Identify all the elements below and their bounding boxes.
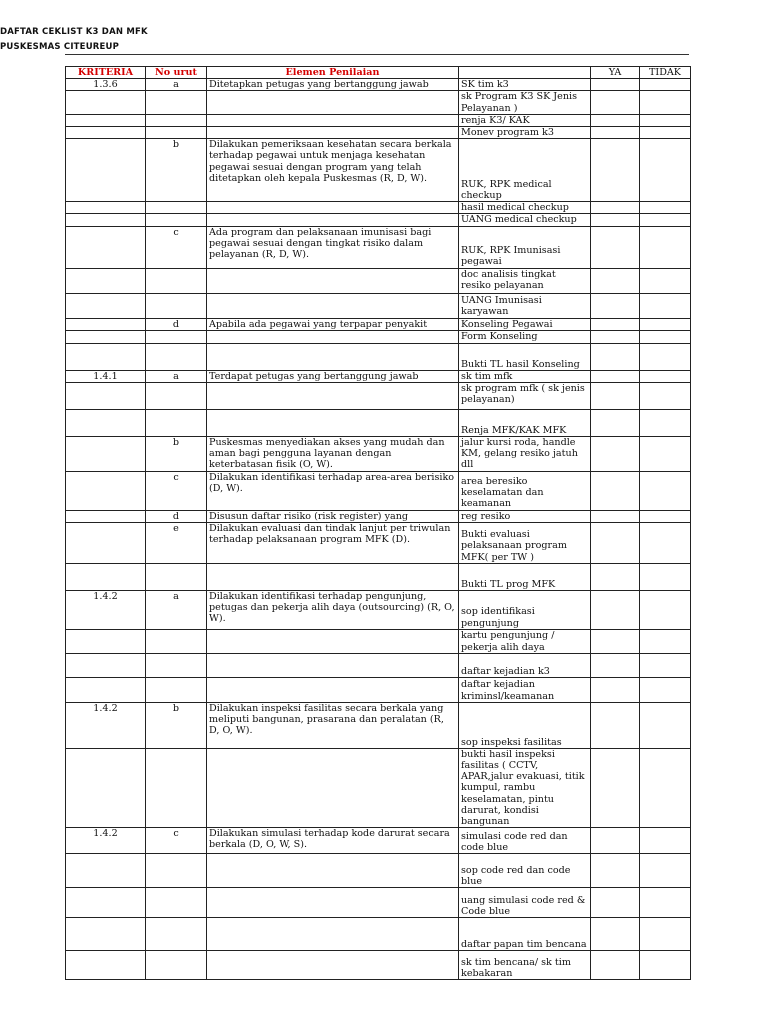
ya-checkbox-cell[interactable]: [591, 828, 640, 854]
kriteria-cell: [66, 653, 146, 677]
bukti-cell: simulasi code red dan code blue: [459, 828, 591, 854]
elemen-cell: [207, 563, 459, 590]
elemen-cell: Dilakukan simulasi terhadap kode darurat secara berkala (D, O, W, S).: [207, 828, 459, 854]
bukti-cell: Renja MFK/KAK MFK: [459, 410, 591, 437]
tidak-checkbox-cell[interactable]: [640, 370, 691, 382]
table-row: [66, 268, 691, 293]
kriteria-cell: 1.4.2: [66, 590, 146, 629]
bukti-cell: sop inspeksi fasilitas: [459, 702, 591, 748]
column-header-ya: YA: [591, 67, 640, 79]
ya-checkbox-cell[interactable]: [591, 437, 640, 472]
table-row: [66, 748, 691, 827]
ya-checkbox-cell[interactable]: [591, 854, 640, 888]
tidak-checkbox-cell[interactable]: [640, 828, 691, 854]
table-row: [66, 79, 691, 91]
elemen-cell: [207, 888, 459, 918]
no-urut-cell: [146, 748, 207, 827]
kriteria-cell: [66, 383, 146, 410]
ya-checkbox-cell[interactable]: [591, 748, 640, 827]
elemen-cell: [207, 202, 459, 214]
column-header-bukti: [459, 67, 591, 79]
no-urut-cell: [146, 268, 207, 293]
ya-checkbox-cell[interactable]: [591, 629, 640, 653]
table-row: [66, 293, 691, 318]
elemen-cell: [207, 677, 459, 702]
ya-checkbox-cell[interactable]: [591, 343, 640, 370]
table-row: [66, 139, 691, 202]
kriteria-cell: [66, 330, 146, 343]
column-header-elemen: Elemen Penilaian: [207, 67, 459, 79]
elemen-cell: [207, 343, 459, 370]
ya-checkbox-cell[interactable]: [591, 471, 640, 510]
bukti-cell: sk program mfk ( sk jenis pelayanan): [459, 383, 591, 410]
table-row: [66, 702, 691, 748]
kriteria-cell: [66, 139, 146, 202]
elemen-cell: [207, 293, 459, 318]
table-row: [66, 951, 691, 980]
ya-checkbox-cell[interactable]: [591, 888, 640, 918]
no-urut-cell: [146, 653, 207, 677]
kriteria-cell: [66, 127, 146, 139]
bukti-cell: Bukti evaluasi pelaksanaan program MFK( per TW ): [459, 522, 591, 563]
ya-checkbox-cell[interactable]: [591, 677, 640, 702]
kriteria-cell: 1.3.6: [66, 79, 146, 91]
tidak-checkbox-cell[interactable]: [640, 522, 691, 563]
elemen-cell: [207, 268, 459, 293]
tidak-checkbox-cell[interactable]: [640, 226, 691, 268]
no-urut-cell: c: [146, 471, 207, 510]
kriteria-cell: [66, 293, 146, 318]
elemen-cell: [207, 383, 459, 410]
ya-checkbox-cell[interactable]: [591, 918, 640, 951]
column-header-kriteria: KRITERIA: [66, 67, 146, 79]
kriteria-cell: 1.4.1: [66, 370, 146, 382]
table-row: [66, 590, 691, 629]
column-header-tidak: TIDAK: [640, 67, 691, 79]
table-header-row: [66, 67, 691, 79]
no-urut-cell: [146, 293, 207, 318]
ya-checkbox-cell[interactable]: [591, 91, 640, 114]
no-urut-cell: [146, 918, 207, 951]
bukti-cell: sk Program K3 SK Jenis Pelayanan ): [459, 91, 591, 114]
bukti-cell: sk tim bencana/ sk tim kebakaran: [459, 951, 591, 980]
table-row: [66, 854, 691, 888]
kriteria-cell: 1.4.2: [66, 828, 146, 854]
elemen-cell: [207, 629, 459, 653]
bukti-cell: Monev program k3: [459, 127, 591, 139]
no-urut-cell: c: [146, 226, 207, 268]
table-row: [66, 888, 691, 918]
bukti-cell: bukti hasil inspeksi fasilitas ( CCTV, APAR,jalur evakuasi, titik kumpul, rambu keselamatan, pintu darurat, kondisi bangunan: [459, 748, 591, 827]
no-urut-cell: [146, 888, 207, 918]
bukti-cell: renja K3/ KAK: [459, 114, 591, 126]
elemen-cell: Dilakukan evaluasi dan tindak lanjut per triwulan terhadap pelaksanaan program MFK (D).: [207, 522, 459, 563]
tidak-checkbox-cell[interactable]: [640, 293, 691, 318]
no-urut-cell: e: [146, 522, 207, 563]
bukti-cell: SK tim k3: [459, 79, 591, 91]
table-row: [66, 918, 691, 951]
elemen-cell: [207, 918, 459, 951]
no-urut-cell: [146, 202, 207, 214]
no-urut-cell: [146, 343, 207, 370]
bukti-cell: daftar papan tim bencana: [459, 918, 591, 951]
tidak-checkbox-cell[interactable]: [640, 383, 691, 410]
kriteria-cell: [66, 918, 146, 951]
ya-checkbox-cell[interactable]: [591, 293, 640, 318]
tidak-checkbox-cell[interactable]: [640, 748, 691, 827]
document-subtitle: PUSKESMAS CITEUREUP: [0, 42, 120, 52]
elemen-cell: Dilakukan pemeriksaan kesehatan secara berkala terhadap pegawai untuk menjaga kesehatan pegawai sesuai dengan program yang telah ditetapkan oleh kepala Puskesmas (R, D, W).: [207, 139, 459, 202]
elemen-cell: Dilakukan inspeksi fasilitas secara berkala yang meliputi bangunan, prasarana dan peralatan (R, D, O, W).: [207, 702, 459, 748]
table-row: [66, 828, 691, 854]
tidak-checkbox-cell[interactable]: [640, 139, 691, 202]
ya-checkbox-cell[interactable]: [591, 202, 640, 214]
table-row: [66, 343, 691, 370]
elemen-cell: [207, 114, 459, 126]
kriteria-cell: [66, 471, 146, 510]
elemen-cell: [207, 410, 459, 437]
no-urut-cell: b: [146, 139, 207, 202]
bukti-cell: Bukti TL prog MFK: [459, 563, 591, 590]
ya-checkbox-cell[interactable]: [591, 127, 640, 139]
table-row: [66, 437, 691, 472]
elemen-cell: Dilakukan identifikasi terhadap pengunjung, petugas dan pekerja alih daya (outsourcing) (R, O, W).: [207, 590, 459, 629]
tidak-checkbox-cell[interactable]: [640, 202, 691, 214]
ya-checkbox-cell[interactable]: [591, 702, 640, 748]
ya-checkbox-cell[interactable]: [591, 226, 640, 268]
ya-checkbox-cell[interactable]: [591, 383, 640, 410]
tidak-checkbox-cell[interactable]: [640, 510, 691, 522]
bukti-cell: UANG medical checkup: [459, 214, 591, 226]
no-urut-cell: [146, 677, 207, 702]
ya-checkbox-cell[interactable]: [591, 951, 640, 980]
no-urut-cell: [146, 951, 207, 980]
table-row: [66, 114, 691, 126]
no-urut-cell: [146, 330, 207, 343]
kriteria-cell: [66, 91, 146, 114]
no-urut-cell: [146, 127, 207, 139]
kriteria-cell: [66, 226, 146, 268]
ya-checkbox-cell[interactable]: [591, 590, 640, 629]
no-urut-cell: [146, 214, 207, 226]
ya-checkbox-cell[interactable]: [591, 268, 640, 293]
ya-checkbox-cell[interactable]: [591, 510, 640, 522]
ya-checkbox-cell[interactable]: [591, 214, 640, 226]
bukti-cell: sk tim mfk: [459, 370, 591, 382]
no-urut-cell: [146, 563, 207, 590]
elemen-cell: Dilakukan identifikasi terhadap area-area berisiko (D, W).: [207, 471, 459, 510]
kriteria-cell: [66, 214, 146, 226]
document-title: DAFTAR CEKLIST K3 DAN MFK: [0, 27, 148, 37]
no-urut-cell: [146, 629, 207, 653]
table-row: [66, 563, 691, 590]
no-urut-cell: [146, 410, 207, 437]
tidak-checkbox-cell[interactable]: [640, 629, 691, 653]
elemen-cell: [207, 653, 459, 677]
tidak-checkbox-cell[interactable]: [640, 318, 691, 330]
tidak-checkbox-cell[interactable]: [640, 677, 691, 702]
ya-checkbox-cell[interactable]: [591, 563, 640, 590]
ya-checkbox-cell[interactable]: [591, 330, 640, 343]
checklist-table: [65, 66, 691, 980]
table-row: [66, 318, 691, 330]
kriteria-cell: [66, 114, 146, 126]
bukti-cell: daftar kejadian k3: [459, 653, 591, 677]
ya-checkbox-cell[interactable]: [591, 79, 640, 91]
kriteria-cell: [66, 343, 146, 370]
tidak-checkbox-cell[interactable]: [640, 330, 691, 343]
table-row: [66, 629, 691, 653]
kriteria-cell: [66, 510, 146, 522]
kriteria-cell: [66, 437, 146, 472]
tidak-checkbox-cell[interactable]: [640, 951, 691, 980]
bukti-cell: sop code red dan code blue: [459, 854, 591, 888]
no-urut-cell: d: [146, 510, 207, 522]
table-row: [66, 383, 691, 410]
ya-checkbox-cell[interactable]: [591, 114, 640, 126]
tidak-checkbox-cell[interactable]: [640, 590, 691, 629]
no-urut-cell: b: [146, 702, 207, 748]
bukti-cell: doc analisis tingkat resiko pelayanan: [459, 268, 591, 293]
no-urut-cell: a: [146, 590, 207, 629]
no-urut-cell: c: [146, 828, 207, 854]
table-row: [66, 91, 691, 114]
bukti-cell: Form Konseling: [459, 330, 591, 343]
kriteria-cell: [66, 888, 146, 918]
elemen-cell: [207, 214, 459, 226]
elemen-cell: [207, 91, 459, 114]
elemen-cell: [207, 748, 459, 827]
tidak-checkbox-cell[interactable]: [640, 437, 691, 472]
elemen-cell: Ditetapkan petugas yang bertanggung jawab: [207, 79, 459, 91]
tidak-checkbox-cell[interactable]: [640, 410, 691, 437]
table-row: [66, 471, 691, 510]
table-row: [66, 330, 691, 343]
elemen-cell: Ada program dan pelaksanaan imunisasi bagi pegawai sesuai dengan tingkat risiko dalam pelayanan (R, D, W).: [207, 226, 459, 268]
tidak-checkbox-cell[interactable]: [640, 702, 691, 748]
no-urut-cell: [146, 383, 207, 410]
column-header-no-urut: No urut: [146, 67, 207, 79]
bukti-cell: daftar kejadian kriminsl/keamanan: [459, 677, 591, 702]
bukti-cell: UANG Imunisasi karyawan: [459, 293, 591, 318]
tidak-checkbox-cell[interactable]: [640, 91, 691, 114]
ya-checkbox-cell[interactable]: [591, 370, 640, 382]
no-urut-cell: b: [146, 437, 207, 472]
tidak-checkbox-cell[interactable]: [640, 114, 691, 126]
elemen-cell: [207, 330, 459, 343]
table-row: [66, 510, 691, 522]
table-row: [66, 522, 691, 563]
no-urut-cell: a: [146, 79, 207, 91]
kriteria-cell: [66, 629, 146, 653]
no-urut-cell: [146, 854, 207, 888]
bukti-cell: jalur kursi roda, handle KM, gelang resiko jatuh dll: [459, 437, 591, 472]
kriteria-cell: [66, 854, 146, 888]
ya-checkbox-cell[interactable]: [591, 139, 640, 202]
bukti-cell: reg resiko: [459, 510, 591, 522]
tidak-checkbox-cell[interactable]: [640, 127, 691, 139]
tidak-checkbox-cell[interactable]: [640, 79, 691, 91]
bukti-cell: uang simulasi code red & Code blue: [459, 888, 591, 918]
kriteria-cell: [66, 563, 146, 590]
kriteria-cell: [66, 677, 146, 702]
elemen-cell: [207, 951, 459, 980]
no-urut-cell: [146, 91, 207, 114]
table-row: [66, 127, 691, 139]
tidak-checkbox-cell[interactable]: [640, 918, 691, 951]
ya-checkbox-cell[interactable]: [591, 522, 640, 563]
bukti-cell: kartu pengunjung / pekerja alih daya: [459, 629, 591, 653]
bukti-cell: area beresiko keselamatan dan keamanan: [459, 471, 591, 510]
kriteria-cell: [66, 522, 146, 563]
table-row: [66, 226, 691, 268]
elemen-cell: Puskesmas menyediakan akses yang mudah dan aman bagi pengguna layanan dengan keterbatasan fisik (O, W).: [207, 437, 459, 472]
tidak-checkbox-cell[interactable]: [640, 563, 691, 590]
no-urut-cell: a: [146, 370, 207, 382]
tidak-checkbox-cell[interactable]: [640, 214, 691, 226]
tidak-checkbox-cell[interactable]: [640, 471, 691, 510]
kriteria-cell: [66, 748, 146, 827]
table-row: [66, 653, 691, 677]
tidak-checkbox-cell[interactable]: [640, 888, 691, 918]
ya-checkbox-cell[interactable]: [591, 318, 640, 330]
no-urut-cell: [146, 114, 207, 126]
bukti-cell: Bukti TL hasil Konseling: [459, 343, 591, 370]
ya-checkbox-cell[interactable]: [591, 653, 640, 677]
elemen-cell: Apabila ada pegawai yang terpapar penyakit: [207, 318, 459, 330]
table-row: [66, 677, 691, 702]
ya-checkbox-cell[interactable]: [591, 410, 640, 437]
table-row: [66, 202, 691, 214]
table-row: [66, 410, 691, 437]
bukti-cell: Konseling Pegawai: [459, 318, 591, 330]
bukti-cell: hasil medical checkup: [459, 202, 591, 214]
elemen-cell: [207, 127, 459, 139]
elemen-cell: Disusun daftar risiko (risk register) yang: [207, 510, 459, 522]
tidak-checkbox-cell[interactable]: [640, 268, 691, 293]
elemen-cell: [207, 854, 459, 888]
kriteria-cell: [66, 318, 146, 330]
elemen-cell: Terdapat petugas yang bertanggung jawab: [207, 370, 459, 382]
tidak-checkbox-cell[interactable]: [640, 854, 691, 888]
kriteria-cell: [66, 268, 146, 293]
tidak-checkbox-cell[interactable]: [640, 653, 691, 677]
kriteria-cell: 1.4.2: [66, 702, 146, 748]
bukti-cell: RUK, RPK medical checkup: [459, 139, 591, 202]
bukti-cell: RUK, RPK Imunisasi pegawai: [459, 226, 591, 268]
no-urut-cell: d: [146, 318, 207, 330]
kriteria-cell: [66, 410, 146, 437]
bukti-cell: sop identifikasi pengunjung: [459, 590, 591, 629]
table-row: [66, 214, 691, 226]
tidak-checkbox-cell[interactable]: [640, 343, 691, 370]
table-row: [66, 370, 691, 382]
header-divider: [65, 54, 689, 55]
kriteria-cell: [66, 202, 146, 214]
kriteria-cell: [66, 951, 146, 980]
